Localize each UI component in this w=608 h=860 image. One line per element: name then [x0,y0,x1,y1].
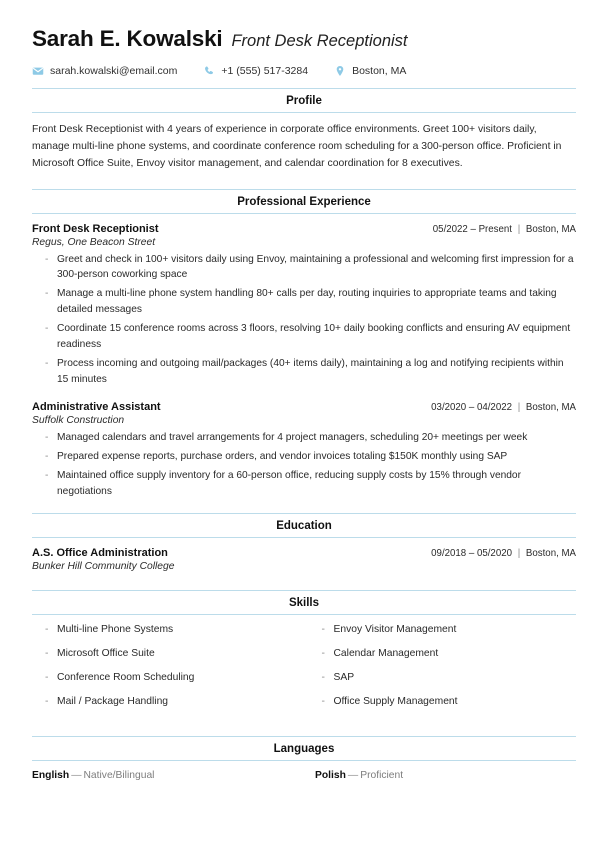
meta-separator: | [517,401,521,413]
experience-entry [32,223,576,388]
phone-icon [203,65,215,77]
candidate-job-title: Front Desk Receptionist [231,32,408,50]
section-heading-languages: Languages [32,736,576,761]
email-icon [32,65,44,77]
contact-email[interactable] [32,65,177,77]
experience-dates: 03/2020 – 04/2022 [431,401,512,413]
experience-location: Boston, MA [525,223,576,235]
meta-separator: | [517,548,521,560]
experience-bullet: - Process incoming and outgoing mail/packages (40+ items daily), maintaining a log and notifying recipients within 15 minutes [45,356,576,388]
education-meta [431,548,576,559]
education-entry [32,547,576,572]
experience-role: Front Desk Receptionist [32,222,159,235]
language-dash: — [71,769,82,781]
experience-bullet: - Prepared expense reports, purchase orders, and vendor invoices totaling $150K monthly using SAP [45,449,576,465]
experience-bullet-list [32,430,576,500]
experience-bullet: - Greet and check in 100+ visitors daily using Envoy, maintaining a professional and welcoming first impression for a 300-person coworking space [45,252,576,284]
section-experience [32,189,576,500]
language-item [32,770,293,781]
contact-email-text: sarah.kowalski@email.com [50,65,178,77]
education-institution: Bunker Hill Community College [32,561,175,573]
contact-location [334,65,406,77]
skill-item: - Multi-line Phone Systems [45,624,300,636]
language-level: Native/Bilingual [83,769,155,781]
language-name: English [32,769,70,781]
section-education [32,513,576,572]
education-degree: A.S. Office Administration [32,547,168,560]
experience-entry-header [32,223,576,235]
resume-header [32,26,576,52]
skill-item: - Microsoft Office Suite [45,648,300,660]
experience-meta [433,224,576,235]
skill-item: - Office Supply Management [322,696,577,708]
experience-bullet: - Manage a multi-line phone system handling 80+ calls per day, routing inquiries to appropriate teams and taking detailed messages [45,286,576,318]
languages-grid [32,770,576,781]
meta-separator: | [517,223,521,235]
experience-meta [431,402,576,413]
experience-entry-header [32,401,576,413]
candidate-name: Sarah E. Kowalski [32,26,223,51]
section-heading-education: Education [32,513,576,538]
section-profile [32,88,576,173]
contact-phone-text: +1 (555) 517-3284 [221,65,309,77]
section-heading-experience: Professional Experience [32,189,576,214]
section-skills [32,590,576,719]
language-level: Proficient [360,769,404,781]
experience-organization: Suffolk Construction [32,414,125,426]
experience-bullet: - Managed calendars and travel arrangements for 4 project managers, scheduling 20+ meetings per week [45,430,576,446]
skill-item: - Calendar Management [322,648,577,660]
experience-entry [32,401,576,500]
section-languages [32,736,576,781]
experience-bullet-list [32,252,576,388]
language-item [315,770,576,781]
contact-location-text: Boston, MA [352,65,407,77]
location-pin-icon [334,65,346,77]
section-heading-profile: Profile [32,88,576,113]
skill-item: - Conference Room Scheduling [45,672,300,684]
skill-item: - SAP [322,672,577,684]
experience-organization: Regus, One Beacon Street [32,236,156,248]
education-entry-header [32,547,576,559]
contact-row [32,65,576,77]
experience-dates: 05/2022 – Present [432,223,512,235]
skill-item: - Envoy Visitor Management [322,624,577,636]
language-name: Polish [315,769,346,781]
education-location: Boston, MA [525,548,576,560]
experience-location: Boston, MA [525,401,576,413]
experience-bullet: - Maintained office supply inventory for a 60-person office, reducing supply costs by 15% through vendor negotiations [45,468,576,500]
language-dash: — [347,769,359,781]
skills-grid [32,624,576,719]
experience-bullet: - Coordinate 15 conference rooms across 3 floors, resolving 10+ daily booking conflicts and ensuring AV equipment readiness [45,321,576,353]
education-dates: 09/2018 – 05/2020 [431,548,512,560]
skill-item: - Mail / Package Handling [45,696,300,708]
profile-summary-text: Front Desk Receptionist with 4 years of experience in corporate office environments. Greet 100+ visitors daily, manage multi-line phone systems, and coordinate conference room scheduling for a 300-person office. Proficient in Microsoft Office Suite, Envoy visitor management, and calendar coordination for 8 executives. [32,124,562,169]
section-heading-skills: Skills [32,590,576,615]
contact-phone[interactable] [203,65,308,77]
experience-role: Administrative Assistant [32,400,161,413]
